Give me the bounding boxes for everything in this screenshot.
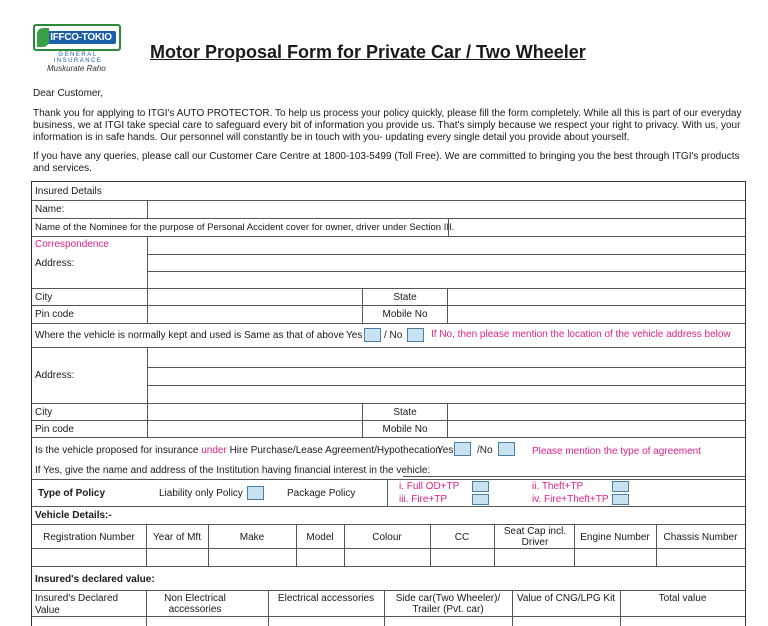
greeting: Dear Customer, (33, 88, 104, 99)
company-logo (33, 24, 123, 74)
vehicle-data-row[interactable] (32, 549, 745, 567)
hp-no-checkbox[interactable] (498, 442, 515, 456)
col-total-value: Total value (658, 593, 707, 604)
fire-tp-checkbox[interactable] (472, 494, 489, 505)
kept-yes-checkbox[interactable] (364, 328, 381, 342)
col-side-car: Side car(Two Wheeler)/ Trailer (Pvt. car) (395, 593, 501, 615)
proposal-form (31, 181, 746, 626)
logo-brand: IFFCO-TOKIO (46, 31, 116, 44)
vehicle-address-label: Address: (35, 370, 75, 381)
hp-question: Is the vehicle proposed for insurance under Hire Purchase/Lease Agreement/Hypothecation (35, 445, 441, 456)
city2-label: City (35, 406, 53, 418)
name-label: Name: (35, 204, 65, 215)
logo-subtitle: GENERAL INSURANCE (53, 52, 103, 64)
hp-yes-checkbox[interactable] (454, 442, 471, 456)
institution-question: If Yes, give the name and address of the Institution having financial interest in the vehicle: (35, 465, 431, 476)
institution-field[interactable] (403, 476, 745, 477)
option-theft-tp: ii. Theft+TP (532, 481, 584, 492)
declared-table-header (32, 591, 745, 617)
package-label: Package Policy (287, 488, 356, 499)
col-declared-value: Insured's Declared Value (35, 593, 119, 616)
col-year: Year of Mft (153, 532, 201, 543)
vehicle-address-field[interactable] (148, 367, 745, 368)
address-field[interactable] (148, 271, 745, 272)
option-full-od: i. Full OD+TP (399, 481, 460, 492)
kept-no-checkbox[interactable] (407, 328, 424, 342)
liability-label: Liability only Policy (159, 488, 243, 499)
if-no-note: If No, then please mention the location of the vehicle address below (431, 329, 731, 340)
col-cng-lpg: Value of CNG/LPG Kit (516, 593, 616, 604)
col-engine: Engine Number (580, 532, 650, 543)
fire-theft-tp-checkbox[interactable] (612, 494, 629, 505)
address-label: Address: (35, 258, 75, 269)
liability-checkbox[interactable] (247, 486, 264, 500)
theft-tp-checkbox[interactable] (612, 481, 629, 492)
hp-yes-label: Yes (437, 445, 454, 456)
no-label: / No (384, 330, 403, 341)
mobile2-label: Mobile No (382, 423, 428, 435)
page-title: Motor Proposal Form for Private Car / Two Wheeler (150, 42, 586, 62)
col-chassis: Chassis Number (663, 532, 738, 543)
agreement-type-note: Please mention the type of agreement (532, 446, 701, 457)
contact-paragraph: If you have any queries, please call our Customer Care Centre at 1800-103-5499 (Toll Free). We are committed to bringing you the best through ITGI's products and services. (33, 151, 740, 174)
declared-value-heading: Insured's declared value: (35, 574, 155, 585)
correspondence-label: Correspondence (35, 239, 109, 250)
option-fire-tp: iii. Fire+TP (399, 494, 448, 505)
pin-label: Pin code (35, 309, 74, 320)
state2-label: State (393, 406, 417, 418)
option-fire-theft-tp: iv. Fire+Theft+TP (532, 494, 609, 505)
col-model: Model (306, 532, 334, 543)
nominee-label: Name of the Nominee for the purpose of Personal Accident cover for owner, driver under Section III. (35, 222, 455, 233)
col-registration: Registration Number (43, 532, 135, 543)
logo-tagline: Muskurate Raho (47, 64, 106, 73)
vehicle-table-header (32, 525, 745, 549)
pin2-label: Pin code (35, 423, 74, 435)
hp-no-label: /No (477, 445, 493, 456)
col-cc: CC (454, 532, 470, 543)
col-make: Make (239, 532, 265, 543)
section-insured-details: Insured Details (35, 185, 102, 197)
full-od-checkbox[interactable] (472, 481, 489, 492)
mobile-label: Mobile No (382, 309, 428, 320)
col-seat-cap: Seat Cap incl. Driver (503, 526, 567, 548)
vehicle-details-heading: Vehicle Details:- (35, 510, 112, 521)
name-field[interactable] (148, 201, 745, 218)
col-non-electrical: Non Electrical accessories (164, 593, 226, 615)
intro-paragraph: Thank you for applying to ITGI's AUTO PROTECTOR. To help us process your policy quickly, please fill the form completely. While all this is part of our everyday business, we at ITGI take special care to safeguard every bit of information you provide us. That's simply because we respect your right to privacy. With us, your information is in safe hands. Our personnel will constantly be in touch with you- updating every single detail you provide about yourself. (33, 108, 742, 143)
vehicle-kept-question: Where the vehicle is normally kept and used is Same as that of above (35, 330, 345, 341)
yes-label: Yes (346, 330, 363, 341)
col-colour: Colour (372, 532, 402, 543)
col-electrical: Electrical accessories (277, 593, 375, 604)
type-of-policy-label: Type of Policy (38, 487, 106, 499)
state-label: State (393, 291, 417, 303)
city-label: City (35, 291, 53, 303)
nominee-field[interactable] (449, 219, 745, 236)
declared-data-row[interactable] (32, 617, 745, 626)
